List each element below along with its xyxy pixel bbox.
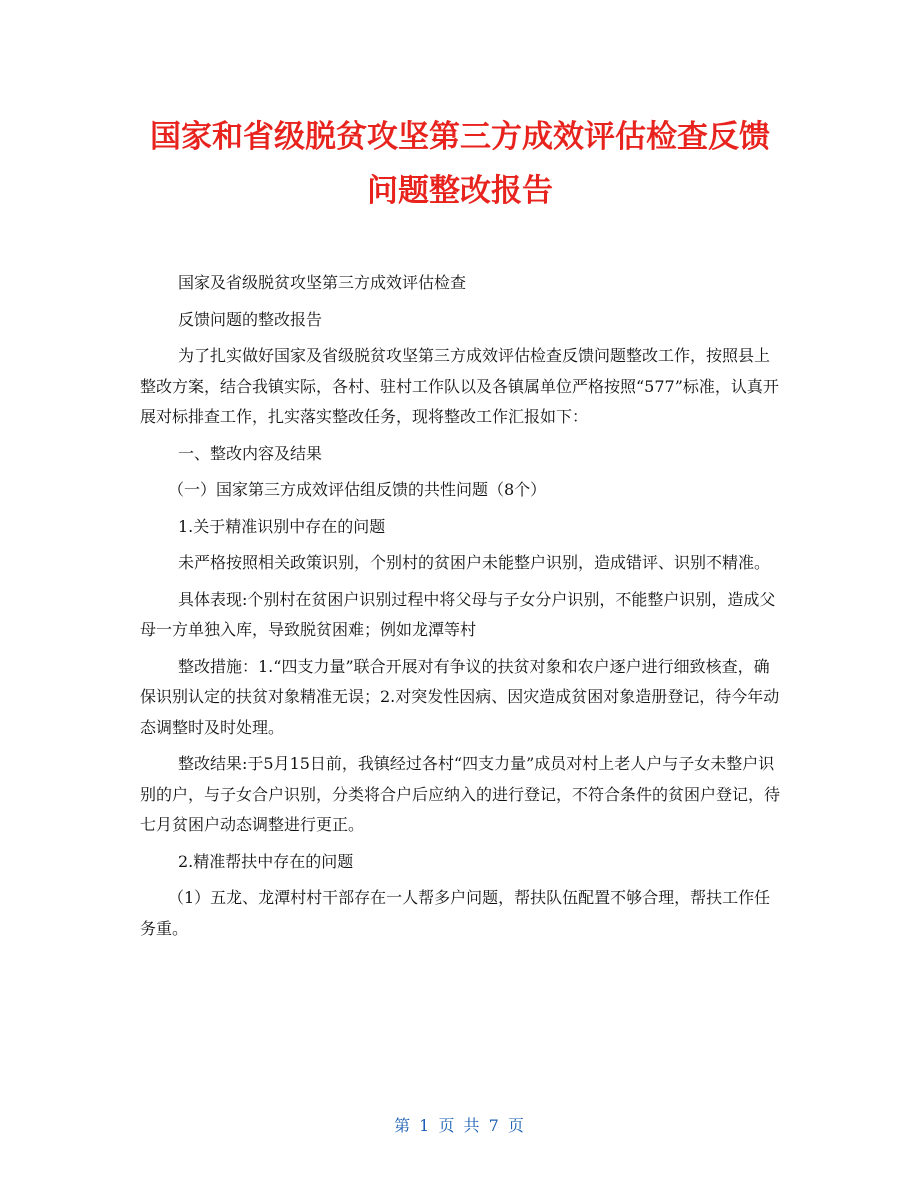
item-heading-1: 1.关于精准识别中存在的问题 (178, 516, 386, 536)
document-title-line-1: 国家和省级脱贫攻坚第三方成效评估检查反馈 (150, 119, 770, 155)
paragraph-intro: 为了扎实做好国家及省级脱贫攻坚第三方成效评估检查反馈问题整改工作，按照县上整改方案，结合我镇实际，各村、驻村工作队以及各镇属单位严格按照“577”标准，认真开展对标排查工作，扎实落实整改任务，现将整改工作汇报如下： (140, 346, 779, 426)
paragraph-item-2-1: （1）五龙、龙潭村村干部存在一人帮多户问题，帮扶队伍配置不够合理，帮扶工作任务重。 (140, 888, 771, 938)
item-heading-2: 2.精准帮扶中存在的问题 (178, 851, 354, 871)
paragraph-manifestation: 具体表现:个别村在贫困户识别过程中将父母与子女分户识别，不能整户识别，造成父母一方单独入库，导致脱贫困难；例如龙潭等村 (140, 589, 776, 639)
paragraph-subtitle-2: 反馈问题的整改报告 (178, 309, 323, 329)
document-title-line-2: 问题整改报告 (367, 173, 553, 209)
document-body (140, 268, 785, 944)
paragraph-measures: 整改措施：1.“四支力量”联合开展对有争议的扶贫对象和农户逐户进行细致核查，确保识别认定的扶贫对象精准无误；2.对突发性因病、因灾造成贫困对象造册登记，待今年动态调整时及时处理。 (140, 656, 780, 737)
paragraph-subtitle-1: 国家及省级脱贫攻坚第三方成效评估检查 (178, 273, 467, 292)
page-number-footer: 第 1 页 共 7 页 (394, 1116, 526, 1135)
section-heading-1: 一、整改内容及结果 (178, 443, 323, 463)
paragraph-results: 整改结果:于5月15日前，我镇经过各村“四支力量”成员对村上老人户与子女未整户识别的户，与子女合户识别，分类将合户后应纳入的进行登记，不符合条件的贫困户登记，待七月贫困户动态调整进行更正。 (140, 754, 781, 834)
paragraph-problem: 未严格按照相关政策识别，个别村的贫困户未能整户识别，造成错评、识别不精准。 (178, 553, 771, 572)
subsection-heading-1: （一）国家第三方成效评估组反馈的共性问题（8个） (168, 480, 547, 499)
